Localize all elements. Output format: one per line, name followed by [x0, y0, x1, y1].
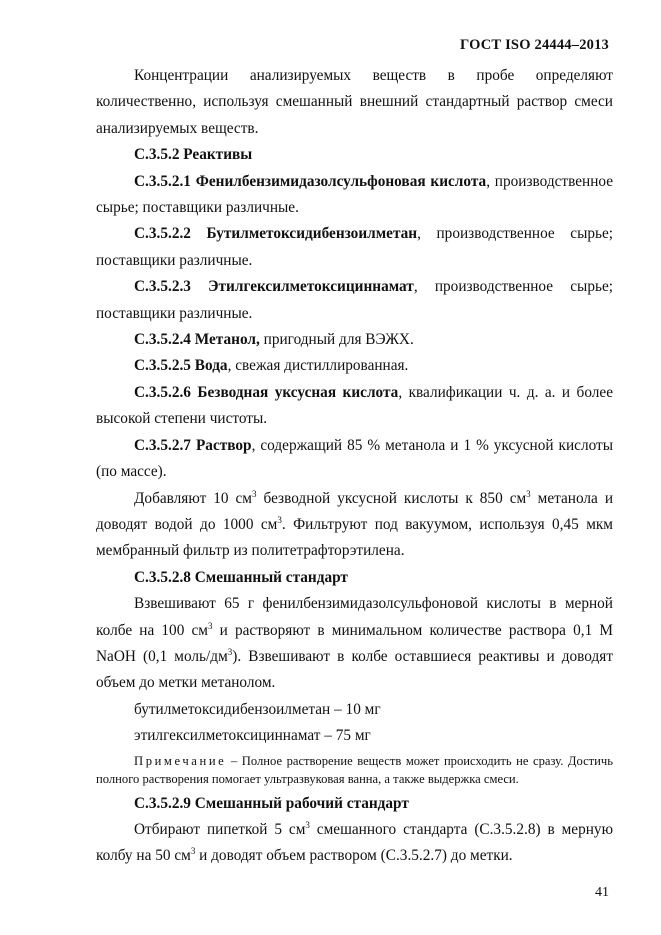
- reagent-item: [96, 327, 613, 353]
- item-number: С.3.5.2.2: [134, 225, 191, 243]
- note-paragraph: [96, 752, 613, 789]
- reagent-name: Бутилметоксидибензоилметан: [206, 225, 418, 243]
- reagent-item: [96, 221, 613, 274]
- reagent-description: пригодный для ВЭЖХ.: [259, 331, 414, 349]
- item-number: С.3.5.2.3: [134, 278, 191, 296]
- intro-paragraph: Концентрации анализируемых веществ в пробе определяют количественно, используя смешанный внешний стандартный раствор смеси анализируемых веществ.: [96, 67, 613, 137]
- reagent-name: Безводная уксусная кислота: [197, 383, 399, 401]
- reagent-name: Раствор: [195, 436, 252, 454]
- note-label: Примечание: [134, 753, 227, 768]
- mixed-standard-component: этилгексилметоксициннамат – 75 мг: [134, 727, 371, 745]
- reagents-heading: С.3.5.2 Реактивы: [134, 146, 253, 164]
- working-standard-heading: С.3.5.2.9 Смешанный рабочий стандарт: [134, 794, 409, 812]
- reagent-name: Метанол,: [194, 331, 260, 349]
- reagent-name: Этилгексилметоксициннамат: [208, 278, 414, 296]
- solution-prep-paragraph: Добавляют 10 $см^3$ безводной уксусной кислоты к 850 $см^3$ метанола и доводят водой до 1000 $см^3$. Фильтруют под вакуумом, используя 0,45 мкм мембранный фильтр из политетрафторэтилена.: [96, 488, 614, 560]
- reagent-description: , производственное сырье; поставщики различные.: [96, 278, 614, 322]
- reagent-item: [96, 353, 613, 379]
- standard-code-header: ГОСТ ISO 24444–2013: [460, 37, 609, 53]
- reagent-item: [96, 169, 613, 222]
- reagent-item: [96, 380, 613, 433]
- reagent-item: [96, 274, 613, 327]
- page-content: [96, 63, 613, 870]
- item-number: С.3.5.2.5: [134, 357, 191, 375]
- mixed-standard-component: бутилметоксидибензоилметан – 10 мг: [134, 700, 381, 718]
- reagent-description: , производственное сырье; поставщики различные.: [96, 172, 613, 217]
- item-number: С.3.5.2.4: [134, 331, 191, 349]
- note-text: – Полное растворение веществ может происходить не сразу. Достичь полного растворения помогает ультразвуковая ванна, а также выдержка смеси.: [96, 753, 613, 787]
- mixed-standard-heading: С.3.5.2.8 Смешанный стандарт: [134, 568, 348, 586]
- page-number: 41: [595, 885, 609, 900]
- reagent-item: [96, 433, 613, 486]
- reagent-description: , свежая дистиллированная.: [227, 357, 409, 375]
- item-number: С.3.5.2.6: [134, 383, 191, 401]
- item-number: С.3.5.2.7: [134, 436, 191, 454]
- reagent-description: , производственное сырье; поставщики различные.: [96, 225, 614, 269]
- reagent-name: Вода: [194, 357, 228, 375]
- reagent-name: Фенилбензимидазолсульфоновая кислота: [195, 172, 487, 190]
- reagent-description: , содержащий 85 % метанола и 1 % уксусной кислоты (по массе).: [96, 436, 613, 481]
- reagent-description: , квалификации ч. д. а. и более высокой степени чистоты.: [96, 383, 613, 428]
- working-standard-paragraph: Отбирают пипеткой 5 $см^3$ смешанного стандарта (С.3.5.2.8) в мерную колбу на 50 $см^3$ и доводят объем раствором (С.3.5.2.7) до метки.: [96, 819, 613, 865]
- mixed-standard-paragraph: Взвешивают 65 г фенилбензимидазолсульфоновой кислоты в мерной колбе на 100 $см^3$ и растворяют в минимальном количестве раствора 0,1 М NaOH (0,1 моль/$дм^3$). Взвешивают в колбе оставшиеся реактивы и доводят объем до метки метанолом.: [96, 595, 613, 692]
- item-number: С.3.5.2.1: [134, 172, 191, 190]
